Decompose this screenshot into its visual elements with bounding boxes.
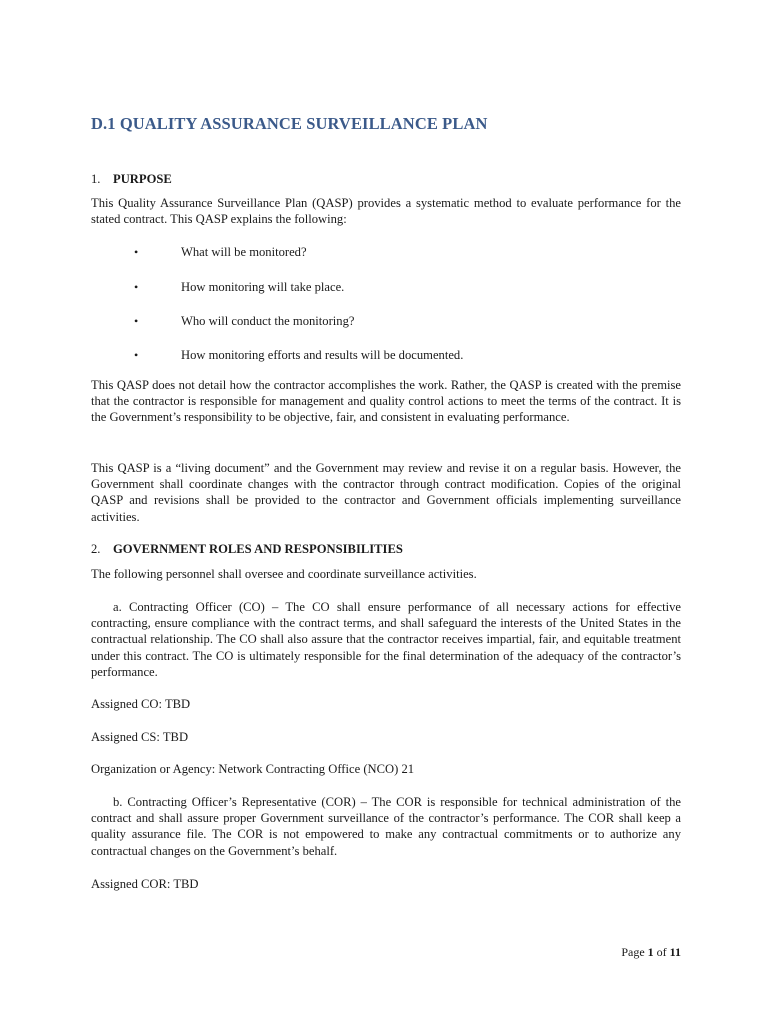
- bullet-text: How monitoring will take place.: [181, 280, 345, 294]
- section-1-number: 1.: [91, 172, 101, 186]
- section-2-number: 2.: [91, 542, 101, 556]
- page-number: 1: [647, 945, 654, 959]
- section-1-heading: [91, 171, 681, 187]
- section-1-paragraph-2: This QASP does not detail how the contractor accomplishes the work. Rather, the QASP is created with the premise that the contractor is responsible for management and quality control actions to meet the terms of the contract. It is the Government’s responsibility to be objective, fair, and consistent in evaluating performance.: [91, 378, 681, 425]
- bullet-icon: •: [134, 348, 139, 362]
- bullet-text: Who will conduct the monitoring?: [181, 314, 355, 328]
- cor-paragraph: b. Contracting Officer’s Representative (COR) – The COR is responsible for technical administration of the contract and shall assure proper Government surveillance of the contractor’s performance. The COR shall keep a quality assurance file. The COR is not empowered to make any contractual commitments or to authorize any contractual changes on the Government’s behalf.: [91, 795, 681, 858]
- section-2-heading: [91, 541, 681, 557]
- section-2-title: GOVERNMENT ROLES AND RESPONSIBILITIES: [113, 542, 403, 556]
- section-1-intro: This Quality Assurance Surveillance Plan (QASP) provides a systematic method to evaluate performance for the stated contract. This QASP explains the following:: [91, 196, 681, 227]
- document-title: D.1 QUALITY ASSURANCE SURVEILLANCE PLAN: [91, 114, 488, 133]
- bullet-icon: •: [134, 280, 139, 294]
- bullet-icon: •: [134, 245, 139, 259]
- of-label: of: [656, 945, 667, 959]
- contracting-officer-paragraph: a. Contracting Officer (CO) – The CO shall ensure performance of all necessary actions for effective contracting, ensure compliance with the contract terms, and shall safeguard the interests of the United States in the contractual relationship. The CO shall also assure that the contractor receives impartial, fair, and equitable treatment under this contract. The CO is ultimately responsible for the final determination of the adequacy of the contractor’s performance.: [91, 600, 681, 679]
- bullet-text: What will be monitored?: [181, 245, 307, 259]
- bullet-text: How monitoring efforts and results will be documented.: [181, 348, 464, 362]
- assigned-co: Assigned CO: TBD: [91, 697, 191, 711]
- page-footer: [621, 945, 681, 960]
- organization-agency: Organization or Agency: Network Contracting Office (NCO) 21: [91, 762, 415, 776]
- total-pages: 11: [669, 945, 681, 959]
- bullet-icon: •: [134, 314, 139, 328]
- document-page: [91, 0, 681, 1024]
- section-1-paragraph-3: This QASP is a “living document” and the Government may review and revise it on a regular basis. However, the Government shall coordinate changes with the contractor through contract modification. Copies of the original QASP and revisions shall be provided to the contractor and Government officials implementing surveillance activities.: [91, 461, 681, 524]
- assigned-cs: Assigned CS: TBD: [91, 730, 189, 744]
- section-1-title: PURPOSE: [113, 172, 172, 186]
- page-label: Page: [621, 945, 645, 959]
- section-2-intro: The following personnel shall oversee and coordinate surveillance activities.: [91, 567, 477, 581]
- assigned-cor: Assigned COR: TBD: [91, 877, 199, 891]
